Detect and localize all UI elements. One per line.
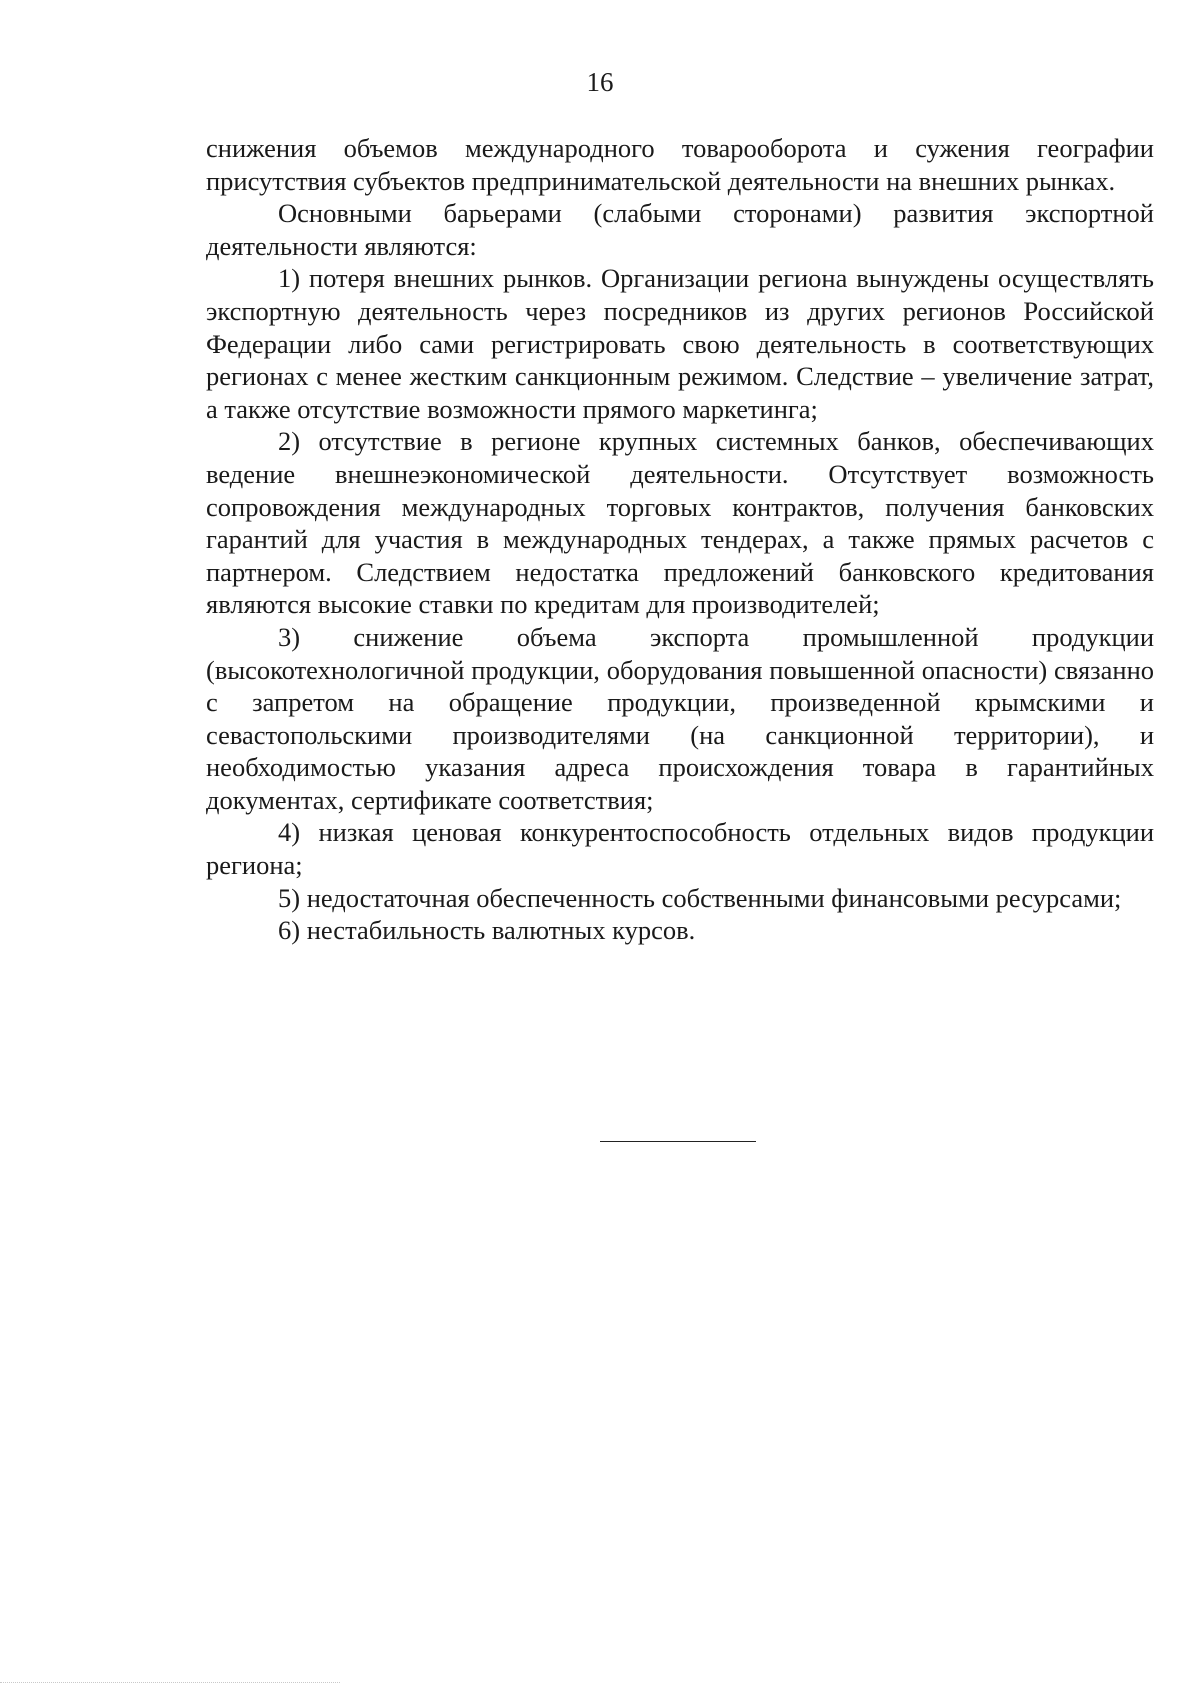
scan-artifact [0, 1682, 340, 1683]
end-separator-line [600, 1141, 756, 1142]
list-item-4: 4) низкая ценовая конкурентоспособность отдельных видов продукции региона; [206, 817, 1154, 881]
list-item-5: 5) недостаточная обеспеченность собственными финансовыми ресурсами; [278, 882, 1122, 913]
list-item-1: 1) потеря внешних рынков. Организации региона вынуждены осуществлять экспортную деятельность через посредников из других регионов Российской Федерации либо сами регистрировать свою деятельность в соответствующих регионах с менее жестким санкционным режимом. Следствие – увеличение затрат, а также отсутствие возможности прямого маркетинга; [206, 263, 1154, 424]
document-body [206, 132, 1154, 947]
list-item-3: 3) снижение объема экспорта промышленной продукции (высокотехнологичной продукции, оборудования повышенной опасности) связанно с запретом на обращение продукции, произведенной крымскими и севастопольскими производителями (на санкционной территории), и необходимостью указания адреса происхождения товара в гарантийных документах, сертификате соответствия; [206, 621, 1154, 815]
paragraph-continuation: снижения объемов международного товарооборота и сужения географии присутствия субъектов предпринимательской деятельности на внешних рынках. [206, 133, 1154, 196]
paragraph-barriers-intro: Основными барьерами (слабыми сторонами) развития экспортной деятельности являются: [206, 198, 1154, 261]
list-item-6: 6) нестабильность валютных курсов. [278, 915, 696, 946]
list-item-2: 2) отсутствие в регионе крупных системных банков, обеспечивающих ведение внешнеэкономической деятельности. Отсутствует возможность сопровождения международных торговых контрактов, получения банковских гарантий для участия в международных тендерах, а также прямых расчетов с партнером. Следствием недостатка предложений банковского кредитования являются высокие ставки по кредитам для производителей; [206, 426, 1154, 620]
page-number: 16 [586, 67, 614, 97]
